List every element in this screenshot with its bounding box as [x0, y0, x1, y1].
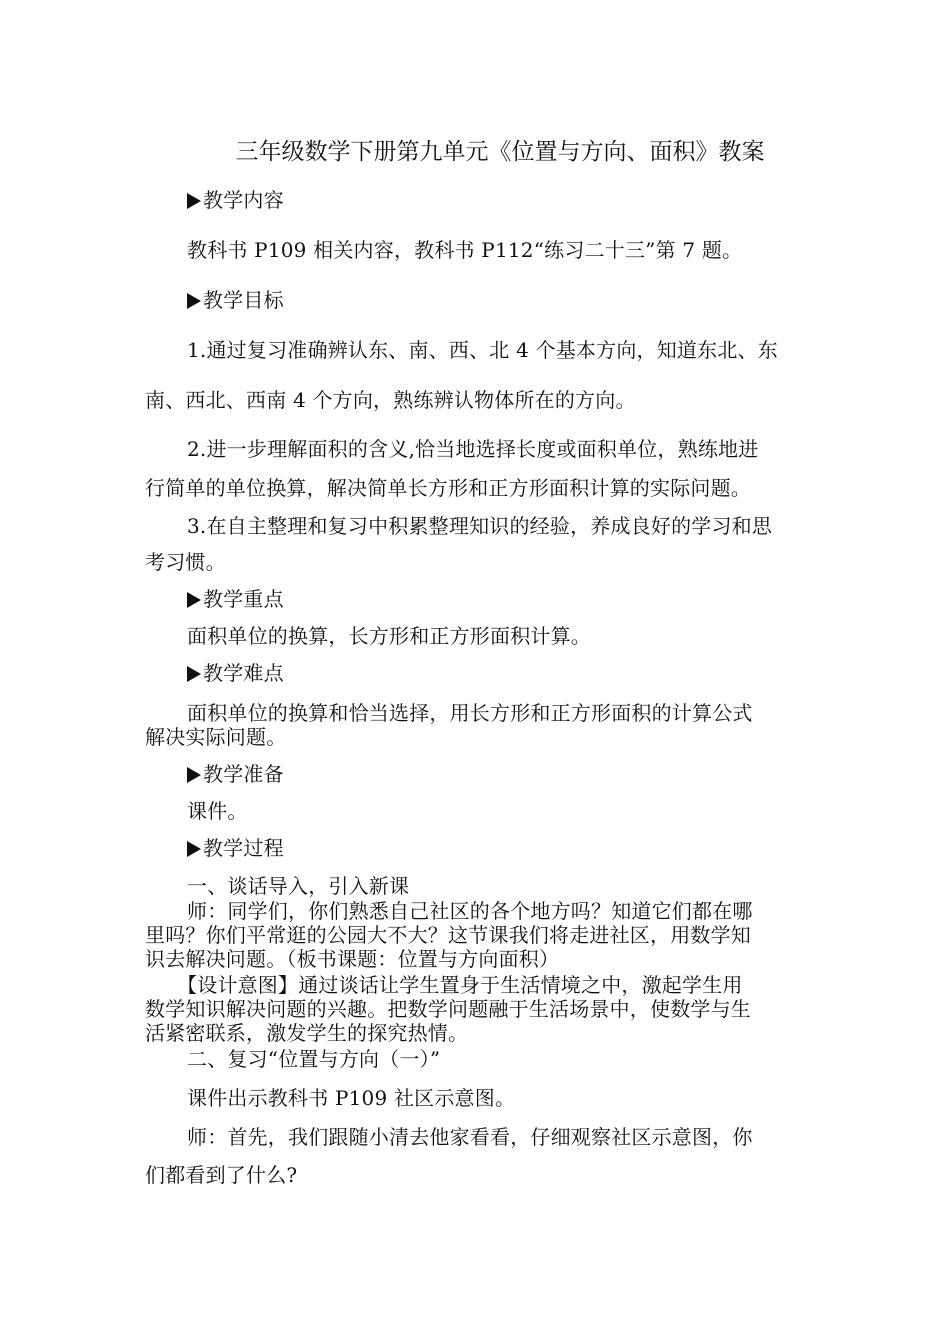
heading-process	[187, 836, 810, 860]
design-intent-line-3: 活紧密联系，激发学生的探究热情。	[145, 1021, 469, 1045]
teacher-2-line-1: 师：首先，我们跟随小清去他家看看，仔细观察社区示意图，你	[187, 1125, 753, 1149]
design-intent-line-2: 数学知识解决问题的兴趣。把数学问题融于生活场景中，使数学与生	[145, 997, 751, 1021]
step-2-heading: 二、复习“位置与方向（一）”	[187, 1047, 441, 1071]
goal-3-line-1: 3.在自主整理和复习中积累整理知识的经验，养成良好的学习和思	[187, 514, 773, 538]
goal-3-line-2: 考习惯。	[145, 550, 226, 574]
heading-text: 教学目标	[203, 288, 284, 312]
goal-1-line-2: 南、西北、西南 4 个方向，熟练辨认物体所在的方向。	[145, 388, 636, 412]
goal-2-line-1: 2.进一步理解面积的含义,恰当地选择长度或面积单位，熟练地进	[187, 437, 759, 461]
triangle-bullet-icon	[187, 592, 201, 608]
paragraph-key-points: 面积单位的换算，长方形和正方形面积计算。	[187, 624, 591, 648]
step-1-heading: 一、谈话导入，引入新课	[187, 874, 410, 898]
heading-goals	[187, 288, 810, 312]
heading-text: 教学重点	[203, 587, 284, 611]
document-title: 三年级数学下册第九单元《位置与方向、面积》教案	[235, 139, 765, 165]
paragraph-preparation: 课件。	[187, 799, 248, 823]
difficulty-line-1: 面积单位的换算和恰当选择，用长方形和正方形面积的计算公式	[187, 701, 753, 725]
paragraph-content: 教科书 P109 相关内容，教科书 P112“练习二十三”第 7 题。	[187, 238, 743, 262]
triangle-bullet-icon	[187, 767, 201, 783]
heading-content	[187, 188, 810, 212]
design-intent-line-1: 【设计意图】通过谈话让学生置身于生活情境之中，激起学生用	[177, 973, 743, 997]
paragraph-courseware: 课件出示教科书 P109 社区示意图。	[187, 1086, 516, 1110]
heading-text: 教学过程	[203, 836, 284, 860]
heading-key-points	[187, 587, 810, 611]
teacher-2-line-2: 们都看到了什么?	[145, 1163, 298, 1187]
teacher-1-line-3: 识去解决问题。（板书课题：位置与方向面积）	[145, 947, 560, 971]
triangle-bullet-icon	[187, 293, 201, 309]
difficulty-line-2: 解决实际问题。	[145, 725, 287, 749]
heading-text: 教学内容	[203, 188, 284, 212]
teacher-1-line-1: 师：同学们，你们熟悉自己社区的各个地方吗？知道它们都在哪	[187, 899, 753, 923]
triangle-bullet-icon	[187, 193, 201, 209]
goal-1-line-1: 1.通过复习准确辨认东、南、西、北 4 个基本方向，知道东北、东	[187, 338, 778, 362]
heading-difficulties	[187, 661, 810, 685]
heading-text: 教学难点	[203, 661, 284, 685]
heading-text: 教学准备	[203, 762, 284, 786]
heading-preparation	[187, 762, 810, 786]
teacher-1-line-2: 里吗？你们平常逛的公园大不大？这节课我们将走进社区，用数学知	[145, 923, 751, 947]
triangle-bullet-icon	[187, 841, 201, 857]
triangle-bullet-icon	[187, 666, 201, 682]
goal-2-line-2: 行简单的单位换算，解决简单长方形和正方形面积计算的实际问题。	[145, 476, 751, 500]
